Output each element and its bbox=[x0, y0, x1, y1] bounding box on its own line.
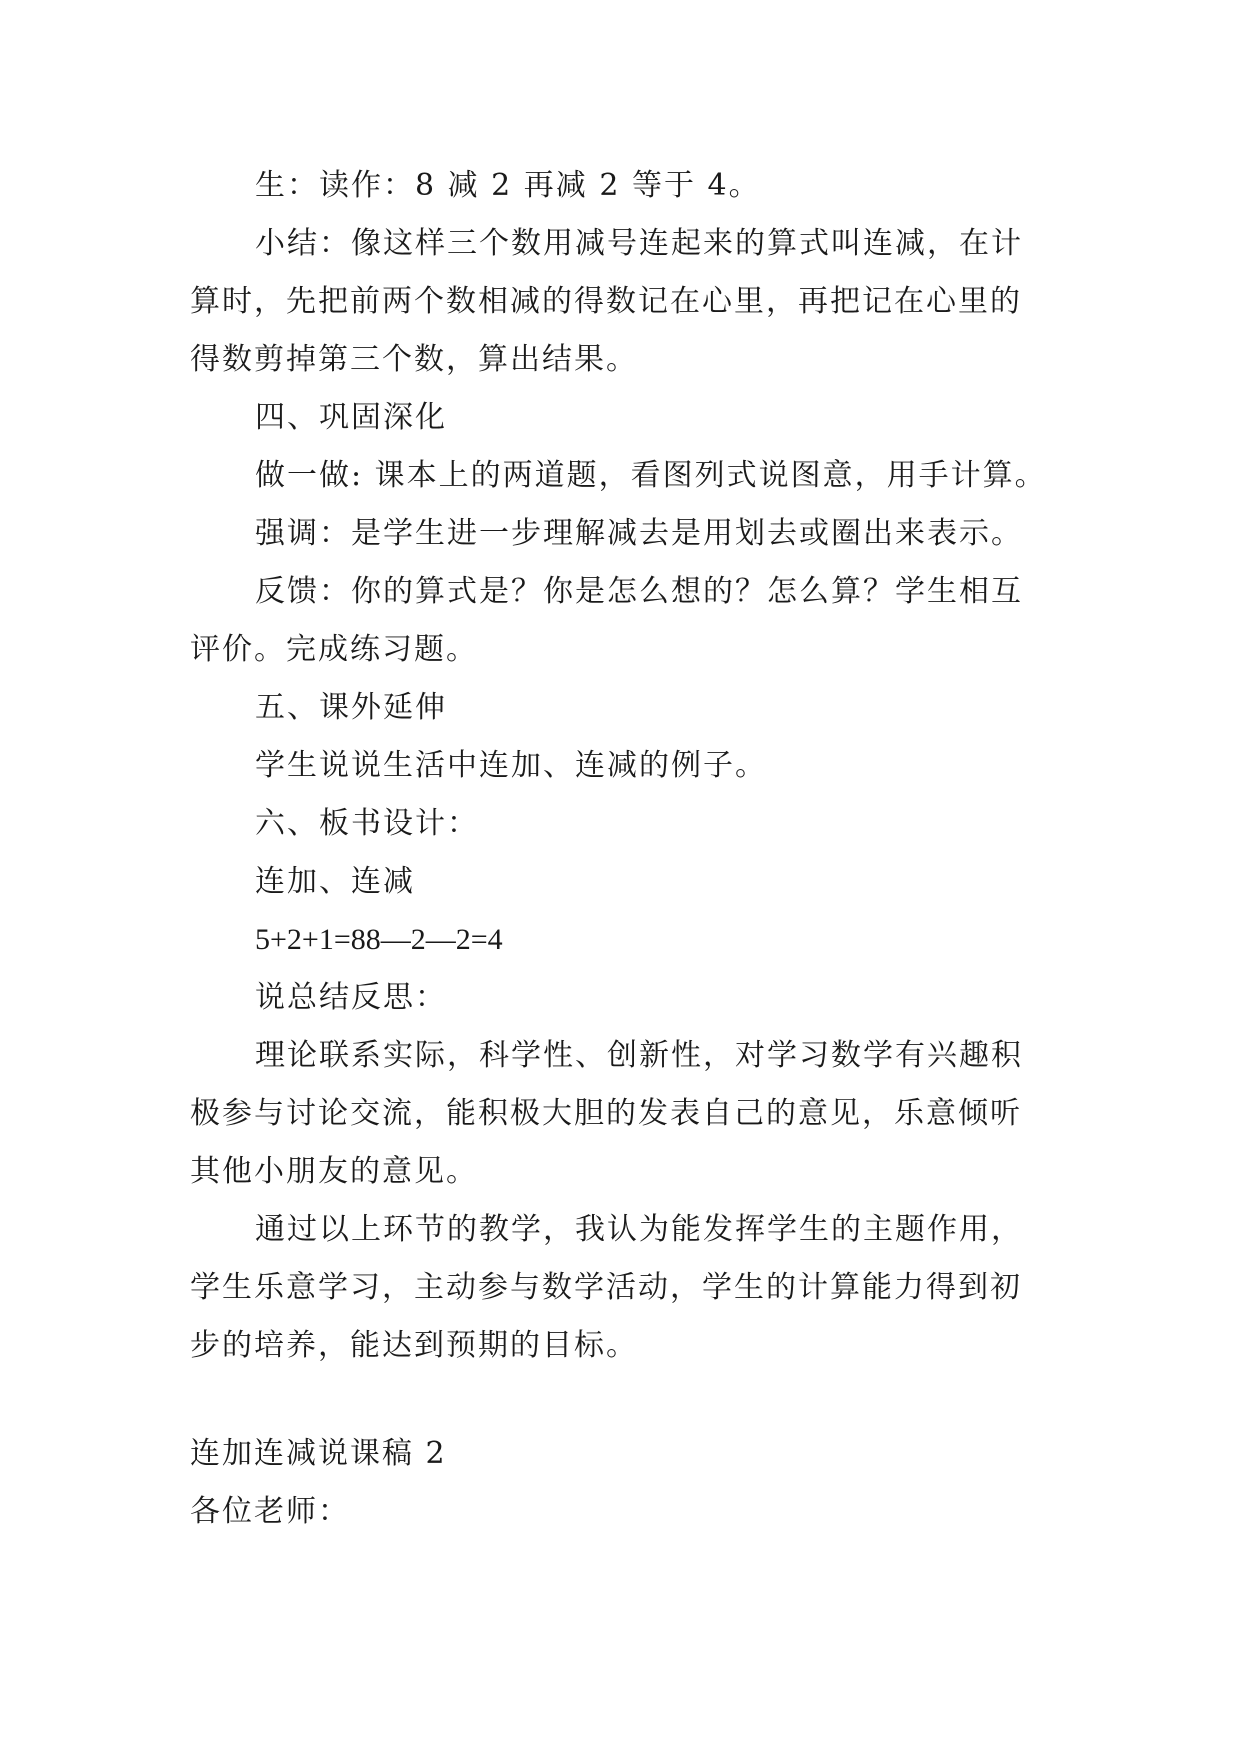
paragraph-line-emphasis: 强调：是学生进一步理解减去是用划去或圈出来表示。 bbox=[255, 516, 1023, 551]
paragraph-line-examples: 学生说说生活中连加、连减的例子。 bbox=[255, 748, 767, 783]
paragraph-line-student-reading: 生：读作：8 减 2 再减 2 等于 4。 bbox=[255, 168, 761, 203]
paragraph-line-reflection-end: 其他小朋友的意见。 bbox=[190, 1154, 478, 1189]
section-heading-extension: 五、课外延伸 bbox=[255, 690, 447, 725]
paragraph-line-conclusion-cont: 学生乐意学习，主动参与数学活动，学生的计算能力得到初 bbox=[190, 1270, 1022, 1305]
section-heading-consolidate: 四、巩固深化 bbox=[255, 400, 447, 435]
greeting: 各位老师： bbox=[190, 1494, 350, 1529]
paragraph-line-summary-end: 得数剪掉第三个数，算出结果。 bbox=[190, 342, 638, 377]
paragraph-line-feedback: 反馈：你的算式是？你是怎么想的？怎么算？学生相互 bbox=[255, 574, 1023, 609]
paragraph-line-conclusion-end: 步的培养，能达到预期的目标。 bbox=[190, 1328, 638, 1363]
paragraph-line-exercise: 做一做: 课本上的两道题，看图列式说图意，用手计算。 bbox=[255, 458, 1047, 493]
section-heading-board-design: 六、板书设计： bbox=[255, 806, 479, 841]
paragraph-line-feedback-end: 评价。完成练习题。 bbox=[190, 632, 478, 667]
board-formula: 5+2+1=88—2—2=4 bbox=[255, 923, 503, 956]
paragraph-line-summary-cont: 算时，先把前两个数相减的得数记在心里，再把记在心里的 bbox=[190, 284, 1022, 319]
board-title: 连加、连减 bbox=[255, 864, 415, 899]
paragraph-line-reflection: 理论联系实际，科学性、创新性，对学习数学有兴趣积 bbox=[255, 1038, 1023, 1073]
section-title: 连加连减说课稿 2 bbox=[190, 1436, 447, 1471]
paragraph-line-conclusion: 通过以上环节的教学，我认为能发挥学生的主题作用， bbox=[255, 1212, 1023, 1247]
paragraph-line-summary: 小结：像这样三个数用减号连起来的算式叫连减，在计 bbox=[255, 226, 1023, 261]
section-heading-reflection: 说总结反思： bbox=[255, 980, 447, 1015]
paragraph-line-reflection-cont: 极参与讨论交流，能积极大胆的发表自己的意见，乐意倾听 bbox=[190, 1096, 1022, 1131]
